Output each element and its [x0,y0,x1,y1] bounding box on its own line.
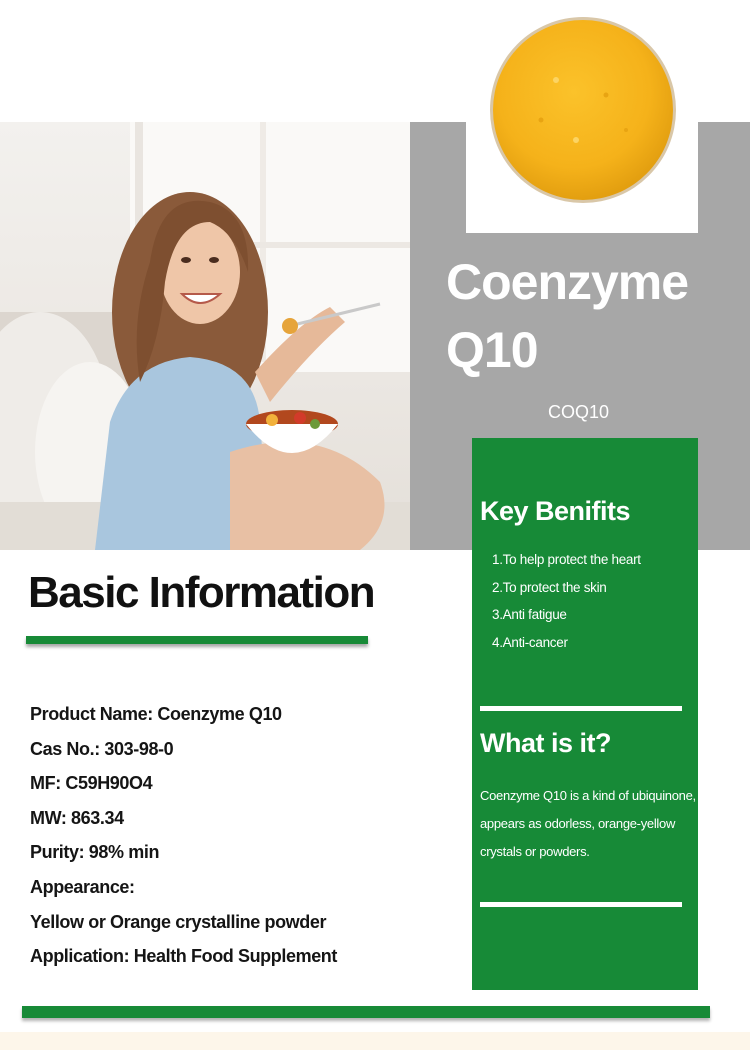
list-item: Application: Health Food Supplement [30,946,337,967]
list-item: MW: 863.34 [30,807,124,828]
list-item: 4.Anti-cancer [492,634,568,650]
basic-information-title: Basic Information [28,568,375,617]
what-is-it-title: What is it? [480,728,611,758]
list-item: MF: C59H90O4 [30,773,153,794]
list-item: Cas No.: 303-98-0 [30,738,174,759]
key-benefits-title: Key Benifits [480,496,631,526]
title-underline [26,636,368,644]
list-item: Purity: 98% min [30,842,160,863]
divider [480,902,682,907]
list-item: 2.To protect the skin [492,579,607,595]
list-item: Appearance: [30,876,135,897]
powder-image-card [466,0,698,233]
basic-information-list [30,697,337,974]
bottom-bar [22,1006,710,1018]
benefits-panel [472,438,698,990]
what-is-it-body: Coenzyme Q10 is a kind of ubiquinone, appears as odorless, orange-yellow crystals or powders. [480,788,696,859]
divider [480,706,682,711]
product-subtitle: COQ10 [548,402,610,422]
woman-eating-photo [0,122,410,550]
list-item: 3.Anti fatigue [492,607,567,622]
product-title: Coenzyme Q10 [446,254,689,378]
footer-strip [0,1032,750,1050]
list-item: 1.To help protect the heart [492,552,641,567]
list-item: Product Name: Coenzyme Q10 [30,704,282,724]
list-item: Yellow or Orange crystalline powder [30,911,327,932]
benefits-list [492,546,641,656]
